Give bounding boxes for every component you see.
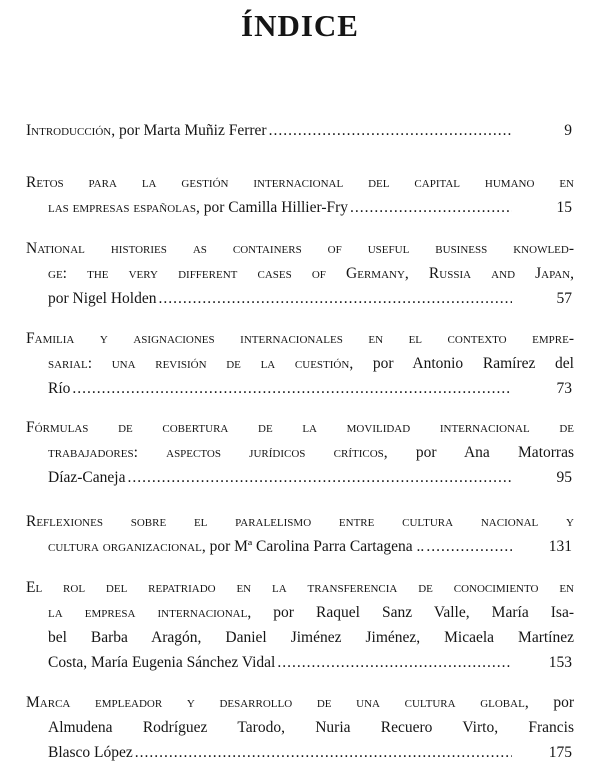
toc-line-text xyxy=(48,286,156,311)
dot-leader xyxy=(158,286,512,311)
toc-leader-row xyxy=(48,195,512,220)
toc-leader-row xyxy=(48,465,512,490)
toc-entry-line xyxy=(26,440,574,465)
toc-entry-line xyxy=(26,236,574,261)
toc-line-text xyxy=(26,170,574,195)
toc-entry-line xyxy=(26,261,574,286)
toc-entry[interactable] xyxy=(26,690,574,765)
toc-title-text: Fórmulas de cobertura de la movilidad internacional de xyxy=(26,419,574,436)
dot-leader xyxy=(135,740,512,765)
toc-entry-line xyxy=(26,690,574,715)
toc-line-text xyxy=(26,509,574,534)
page-number: 15 xyxy=(556,199,572,216)
toc-entry[interactable] xyxy=(26,236,574,311)
toc-leader-row xyxy=(48,376,512,401)
toc-entry-line xyxy=(26,326,574,351)
dot-leader xyxy=(277,650,512,675)
toc-line-text xyxy=(48,195,348,220)
toc-entry[interactable] xyxy=(26,509,574,559)
toc-author-text: , xyxy=(570,265,574,282)
dot-leader xyxy=(426,534,512,559)
toc-title-text: ge: the very different cases of Germany, Russia and Japan xyxy=(48,265,571,282)
toc-author-text: Díaz-Caneja xyxy=(48,469,126,486)
toc-author-text: , por Ana Matorras xyxy=(383,444,574,461)
toc-entry-line xyxy=(26,625,574,650)
toc-entry-line xyxy=(26,509,574,534)
page-number: 175 xyxy=(548,744,572,761)
toc-entry-last-line xyxy=(26,740,574,765)
dot-leader xyxy=(350,195,512,220)
toc-entry-line xyxy=(26,715,574,740)
toc-entry-last-line xyxy=(26,376,574,401)
toc-title-text: Marca empleador y desarrollo de una cultura global xyxy=(26,694,525,711)
toc-author-text: Río xyxy=(48,380,71,397)
toc-entry-line xyxy=(26,415,574,440)
toc-line-text xyxy=(26,118,267,143)
toc-leader-row xyxy=(26,118,512,143)
toc-entry-last-line xyxy=(26,195,574,220)
toc-entry[interactable] xyxy=(26,415,574,490)
toc-title-text: las empresas españolas xyxy=(48,199,196,216)
toc-entry-line xyxy=(26,351,574,376)
toc-entry[interactable] xyxy=(26,326,574,401)
toc-entry-line xyxy=(26,170,574,195)
page-number: 131 xyxy=(548,538,572,555)
toc-leader-row xyxy=(48,534,512,559)
toc-line-text xyxy=(48,376,70,401)
toc-author-text: por Nigel Holden xyxy=(48,290,157,307)
toc-author-text: Blasco López xyxy=(48,744,133,761)
toc-line-text xyxy=(48,534,424,559)
toc-line-text xyxy=(48,351,574,376)
toc-leader-row xyxy=(48,286,512,311)
toc-title-text: Familia y asignaciones internacionales en el contexto empre- xyxy=(26,330,574,347)
toc-title-text: cultura organizacional xyxy=(48,538,202,555)
toc-line-text xyxy=(48,715,574,740)
toc-leader-row xyxy=(48,740,512,765)
toc-entry[interactable] xyxy=(26,170,574,220)
toc-line-text xyxy=(26,326,574,351)
toc-line-text xyxy=(48,440,574,465)
toc-entry-last-line xyxy=(26,118,574,143)
toc-line-text xyxy=(48,465,125,490)
toc-title-text: Retos para la gestión internacional del capital humano en xyxy=(26,174,574,191)
toc-author-text: , por xyxy=(524,694,574,711)
toc-author-text: bel Barba Aragón, Daniel Jiménez Jiménez, Micaela Martínez xyxy=(48,629,574,646)
toc-entry-last-line xyxy=(26,650,574,675)
toc-entry-line xyxy=(26,600,574,625)
toc-entry[interactable] xyxy=(26,575,574,675)
toc-title-text: la empresa internacional xyxy=(48,604,248,621)
toc-line-text xyxy=(48,625,574,650)
page-number: 153 xyxy=(548,654,572,671)
dot-leader xyxy=(269,118,512,143)
toc-line-text xyxy=(26,236,574,261)
page-title: ÍNDICE xyxy=(241,8,359,43)
toc-title-text: Reflexiones sobre el paralelismo entre cultura nacional y xyxy=(26,513,574,530)
toc-entry-last-line xyxy=(26,286,574,311)
toc-entry[interactable] xyxy=(26,118,574,143)
page-number: 57 xyxy=(556,290,572,307)
toc-title-text: National histories as containers of useful business knowled- xyxy=(26,240,574,257)
toc-line-text xyxy=(26,575,574,600)
toc-author-text: Almudena Rodríguez Tarodo, Nuria Recuero Virto, Francis xyxy=(48,719,574,736)
toc-line-text xyxy=(48,740,133,765)
toc-author-text: , por Raquel Sanz Valle, María Isa- xyxy=(247,604,574,621)
toc-author-text: Costa, María Eugenia Sánchez Vidal xyxy=(48,654,276,671)
page-number: 73 xyxy=(556,380,572,397)
toc-entry-last-line xyxy=(26,534,574,559)
page-number: 95 xyxy=(556,469,572,486)
toc-line-text xyxy=(48,650,275,675)
page-number: 9 xyxy=(564,122,572,139)
dot-leader xyxy=(127,465,512,490)
toc-line-text xyxy=(48,261,574,286)
toc-title-text: El rol del repatriado en la transferencia de conocimiento en xyxy=(26,579,574,596)
toc-author-text: , por Antonio Ramírez del xyxy=(349,355,574,372)
toc-title-text: Introducción xyxy=(26,122,112,139)
toc-author-text: , por Camilla Hillier-Fry xyxy=(195,199,349,216)
toc-author-text: , por Mª Carolina Parra Cartagena .. xyxy=(201,538,425,555)
toc-leader-row xyxy=(48,650,512,675)
toc-entry-last-line xyxy=(26,465,574,490)
toc-title-text: trabajadores: aspectos jurídicos críticos xyxy=(48,444,384,461)
toc-author-text: , por Marta Muñiz Ferrer xyxy=(111,122,267,139)
toc-title-text: sarial: una revisión de la cuestión xyxy=(48,355,350,372)
toc-line-text xyxy=(48,600,574,625)
toc-entry-line xyxy=(26,575,574,600)
toc-line-text xyxy=(26,415,574,440)
dot-leader xyxy=(72,376,512,401)
toc-line-text xyxy=(26,690,574,715)
